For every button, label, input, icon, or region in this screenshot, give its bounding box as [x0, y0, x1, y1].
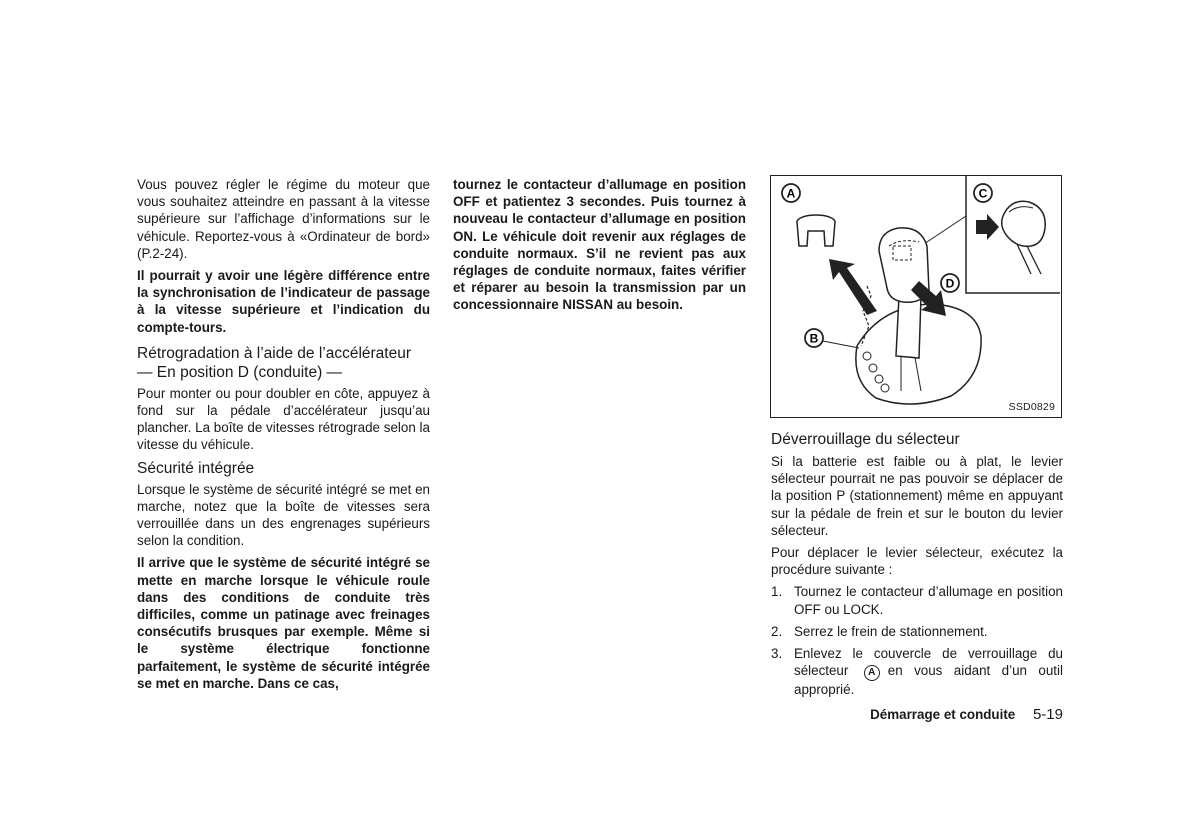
- step-text: Tournez le contacteur d’allumage en position OFF ou LOCK.: [794, 584, 1063, 617]
- paragraph: Vous pouvez régler le régime du moteur que vous souhaitez atteindre en passant à la vitesse supérieure sur l’affichage d’informations sur le véhicule. Reportez-vous à «Ordinateur de bord» (P.2-24).: [137, 177, 430, 261]
- paragraph: Pour monter ou pour doubler en côte, appuyez à fond sur la pédale d’accélérateur jusqu’au plancher. La boîte de vitesses rétrograde selon la vitesse du véhicule.: [137, 385, 430, 453]
- shift-lock-release-illustration: [770, 175, 1062, 418]
- bold-note: Il pourrait y avoir une légère différence entre la synchronisation de l’indicateur de passage à la vitesse supérieure et l’indication du compte-tours.: [137, 268, 430, 335]
- step-number: 1.: [771, 584, 783, 600]
- section-heading-failsafe: Sécurité intégrée: [137, 459, 255, 477]
- label-d: [941, 274, 959, 292]
- svg-text:B: B: [809, 331, 819, 346]
- step-text: Enlevez le couvercle de verrouillage du sélecteur: [794, 646, 1063, 679]
- section-heading-shift-lock: Déverrouillage du sélecteur: [771, 431, 960, 448]
- label-a: [782, 184, 800, 202]
- step-text: en vous aidant d’un outil approprié.: [794, 663, 1063, 698]
- circled-a-marker: A: [864, 665, 880, 681]
- list-item: [771, 623, 1063, 640]
- paragraph: Lorsque le système de sécurité intégré se met en marche, notez que la boîte de vitesses sera verrouillée dans un des engrenages supérieurs selon la condition.: [137, 481, 430, 549]
- list-item: [771, 645, 1063, 698]
- left-column: [137, 176, 430, 697]
- page-footer: [771, 706, 1063, 723]
- page-number: 5-19: [1032, 706, 1063, 723]
- paragraph: Si la batterie est faible ou à plat, le levier sélecteur pourrait ne pas pouvoir se déplacer de la position P (stationnement) même en appuyant sur la pédale de frein et sur le bouton du levier sélecteur.: [771, 454, 1063, 538]
- list-item: [771, 583, 1063, 617]
- bold-note: Il arrive que le système de sécurité intégré se mette en marche lorsque le véhicule roule dans des conditions de conduite très difficiles, comme un patinage avec freinages consécutifs brusques par exemple. Même si le système électrique fonctionne parfaitement, le système de sécurité intégrée se met en marche. Dans ce cas,: [137, 555, 430, 691]
- procedure-list: [771, 583, 1063, 698]
- middle-column: [453, 176, 746, 319]
- label-b: [805, 329, 823, 347]
- svg-text:D: D: [945, 276, 955, 291]
- right-column: [771, 430, 1063, 703]
- figure-id: SSD0829: [1008, 401, 1055, 413]
- bold-note: tournez le contacteur d’allumage en position OFF et patientez 3 secondes. Puis tournez à nouveau le contacteur d’allumage en position ON. Le véhicule doit revenir aux réglages de conduite normaux. S’il ne revient pas aux réglages de conduite normaux, faites vérifier et réparer au besoin la transmission par un concessionnaire NISSAN au besoin.: [453, 177, 746, 313]
- step-text: Serrez le frein de stationnement.: [794, 623, 988, 639]
- label-c: [974, 184, 992, 202]
- svg-text:C: C: [978, 186, 988, 201]
- step-number: 2.: [771, 623, 783, 639]
- section-name: Démarrage et conduite: [870, 707, 1016, 722]
- section-heading-downshift: Rétrogradation à l’aide de l’accélérateur — En position D (conduite) —: [137, 344, 411, 381]
- svg-text:A: A: [786, 186, 796, 201]
- paragraph: Pour déplacer le levier sélecteur, exécutez la procédure suivante :: [771, 545, 1063, 578]
- step-number: 3.: [771, 646, 783, 662]
- illustration-drawing: [771, 176, 1060, 416]
